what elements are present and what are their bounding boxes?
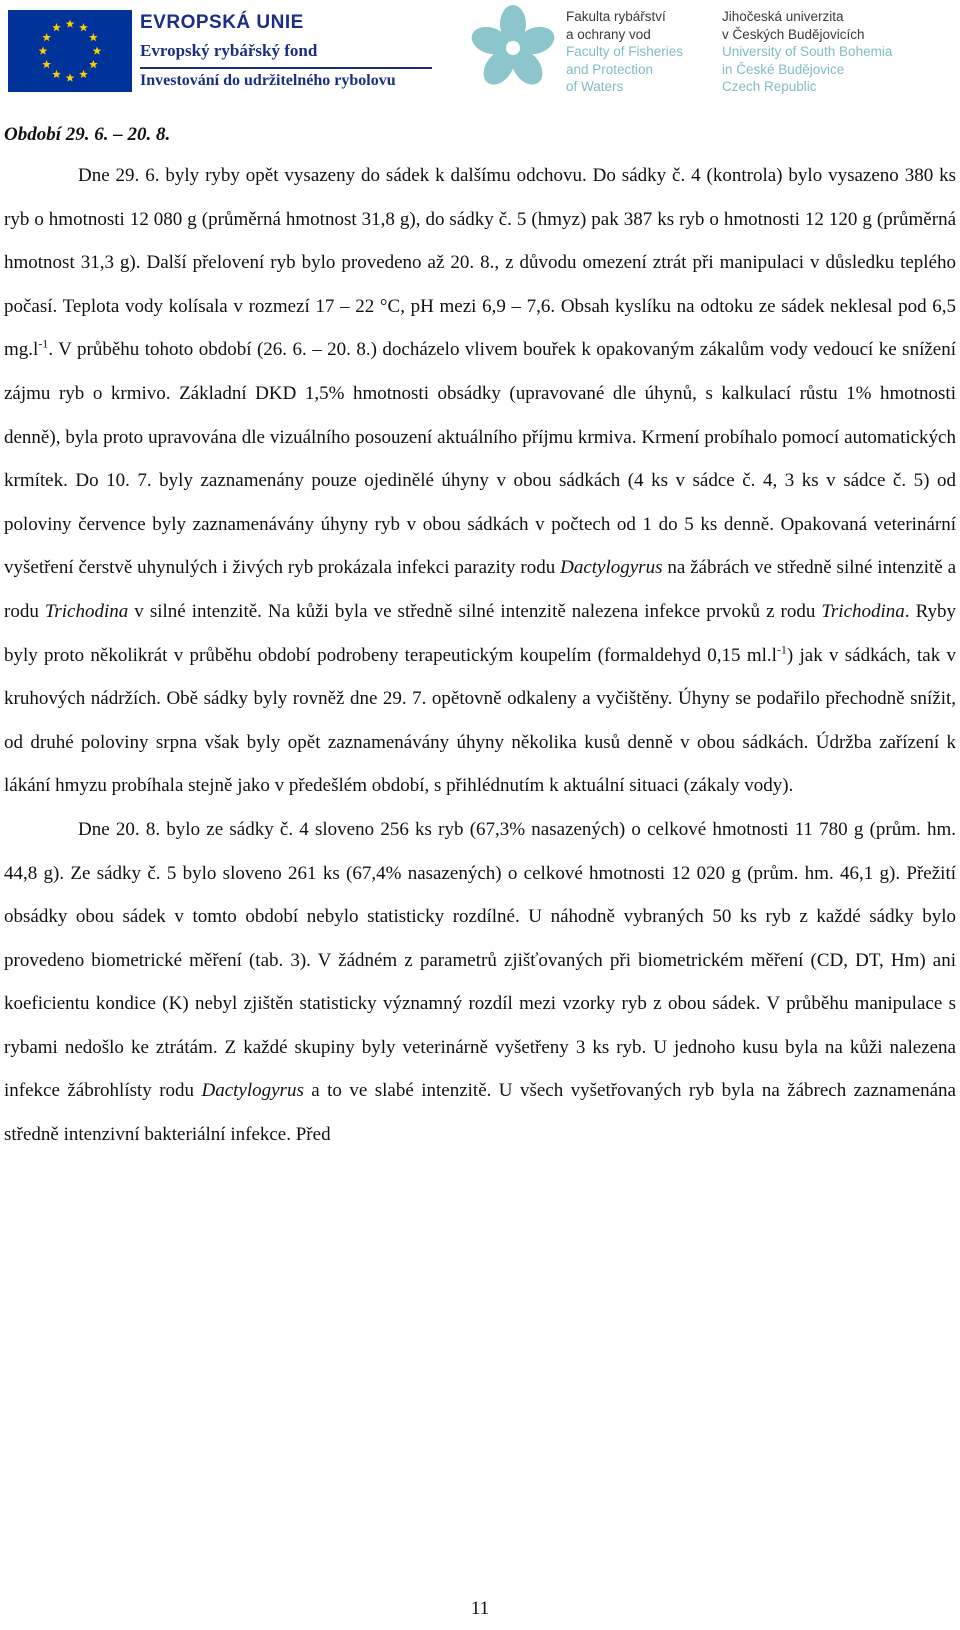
faculty-flower-icon bbox=[470, 4, 556, 90]
eu-star-icon bbox=[39, 46, 48, 54]
paragraph-2 bbox=[4, 808, 956, 1157]
eu-slogan: Investování do udržitelného rybolovu bbox=[140, 67, 432, 90]
p1-sup-1: -1 bbox=[38, 337, 49, 352]
p2-text-2: a to ve slabé intenzitě. U všech vyšetřovaných ryb byla na žábrech zaznamenána středně intenzivní bakteriální infekce. Před bbox=[4, 1080, 956, 1146]
university-name-cz-2: v Českých Budějovicích bbox=[722, 26, 865, 42]
p1-text-5: . Ryby byly proto několikrát v průběhu období podrobeny terapeutickým koupelím (formaldehyd 0,15 ml.l bbox=[4, 600, 956, 666]
p2-genus-1: Dactylogyrus bbox=[201, 1080, 304, 1102]
eu-star-icon bbox=[79, 70, 88, 78]
eu-title: EVROPSKÁ UNIE bbox=[140, 12, 304, 33]
university-name-en-1: University of South Bohemia bbox=[722, 44, 893, 59]
p1-text-2: . V průběhu tohoto období (26. 6. – 20. 8.) docházelo vlivem bouřek k opakovaným zákalům vody vedoucí ke snížení zájmu ryb o krmivo. Základní DKD 1,5% hmotnosti obsádky (upravované dle úhynů, s kalkulací růstu 1% hmotnosti denně), byla proto upravována dle vizuálního posouzení aktuálního příjmu krmiva. Krmení probíhalo pomocí automatických krmítek. Do 10. 7. byly zaznamenány pouze ojedinělé úhyny v obou sádkách (4 ks v sádce č. 4, 3 ks v sádce č. 5) od poloviny července byly zaznamenávány úhyny ryb v obou sádkách v počtech od 1 do 5 ks denně. Opakovaná veterinární vyšetření čerstvě uhynulých i živých ryb prokázala infekci parazity rodu bbox=[4, 339, 956, 579]
eu-star-icon bbox=[42, 60, 51, 68]
faculty-name-en-2: and Protection bbox=[566, 61, 654, 77]
eu-star-icon bbox=[52, 70, 61, 78]
eu-star-icon bbox=[79, 23, 88, 31]
p2-text-1: Dne 20. 8. bylo ze sádky č. 4 sloveno 256 ks ryb (67,3% nasazených) o celkové hmotnosti 11 780 g (prům. hm. 44,8 g). Ze sádky č. 5 bylo sloveno 261 ks (67,4% nasazených) o celkové hmotnosti 12 020 g (prům. hm. 46,1 g). Přežití obsádky obou sádek v tomto období nebylo statisticky rozdílné. U náhodně vybraných 50 ks ryb z každé sádky bylo provedeno biometrické měření (tab. 3). V žádném z parametrů zjišťovaných při biometrickém měření (CD, DT, Hm) ani koeficientu kondice (K) nebyl zjištěn statisticky významný rozdíl mezi vzorky ryb z obou sádek. V průběhu manipulace s rybami nedošlo ke ztrátám. Z každé skupiny byly veterinárně vyšetřeny 3 ks ryb. U jednoho kusu byla na kůži nalezena infekce žábrohlísty rodu bbox=[4, 818, 956, 1102]
document-body bbox=[4, 154, 956, 1157]
p1-genus-1: Dactylogyrus bbox=[560, 557, 663, 579]
p1-text-4: v silné intenzitě. Na kůži byla ve středně silné intenzitě nalezena infekce prvoků z rodu bbox=[128, 600, 822, 622]
eu-star-icon bbox=[93, 46, 102, 54]
p1-text-6: ) jak v sádkách, tak v kruhových nádržích. Obě sádky byly rovněž dne 29. 7. opětovně odkaleny a vyčištěny. Úhyny se podařilo přechodně snížit, od druhé poloviny srpna však byly opět zaznamenávány úhyny několika kusů denně v obou sádkách. Údržba zařízení k lákání hmyzu probíhala stejně jako v předešlém období, s přihlédnutím k aktuální situaci (zákaly vody). bbox=[4, 644, 956, 797]
p1-genus-2: Trichodina bbox=[44, 600, 129, 622]
eu-fund-name: Evropský rybářský fond bbox=[140, 40, 318, 60]
university-name-en-2: in České Budějovice bbox=[722, 61, 845, 77]
p1-genus-3: Trichodina bbox=[821, 600, 905, 622]
eu-star-icon bbox=[66, 73, 75, 81]
eu-logo bbox=[8, 10, 432, 92]
faculty-name-en-1: Faculty of Fisheries bbox=[566, 44, 684, 59]
university-name bbox=[722, 8, 952, 96]
university-name-cz-1: Jihočeská univerzita bbox=[722, 9, 844, 24]
eu-stars-icon bbox=[8, 10, 132, 92]
faculty-name-en-3: of Waters bbox=[566, 79, 624, 94]
university-name-en-3: Czech Republic bbox=[722, 79, 817, 94]
eu-star-icon bbox=[52, 23, 61, 31]
faculty-name-cz-2: a ochrany vod bbox=[566, 26, 651, 42]
eu-star-icon bbox=[89, 33, 98, 41]
p1-text-1: Dne 29. 6. byly ryby opět vysazeny do sádek k dalšímu odchovu. Do sádky č. 4 (kontrola) bylo vysazeno 380 ks ryb o hmotnosti 12 080 g (průměrná hmotnost 31,8 g), do sádky č. 5 (hmyz) pak 387 ks ryb o hmotnosti 12 120 g (průměrná hmotnost 31,3 g). Další přelovení ryb bylo provedeno až 20. 8., z důvodu omezení ztrát při manipulaci v důsledku teplého počasí. Teplota vody kolísala v rozmezí 17 – 22 °C, pH mezi 6,9 – 7,6. Obsah kyslíku na odtoku ze sádek neklesal pod 6,5 mg.l bbox=[4, 165, 956, 361]
eu-star-icon bbox=[66, 19, 75, 27]
page-number: 11 bbox=[470, 1598, 490, 1619]
eu-star-icon bbox=[42, 33, 51, 41]
faculty-name bbox=[566, 8, 706, 96]
faculty-name-cz-1: Fakulta rybářství bbox=[566, 9, 666, 24]
eu-star-icon bbox=[89, 60, 98, 68]
section-heading: Období 29. 6. – 20. 8. bbox=[4, 124, 171, 145]
eu-text-block bbox=[132, 10, 432, 92]
paragraph-1 bbox=[4, 154, 956, 808]
eu-flag-icon bbox=[8, 10, 132, 92]
p1-sup-2: -1 bbox=[776, 642, 787, 657]
p1-text-3: na žábrách ve středně silné intenzitě a rodu bbox=[4, 557, 956, 622]
